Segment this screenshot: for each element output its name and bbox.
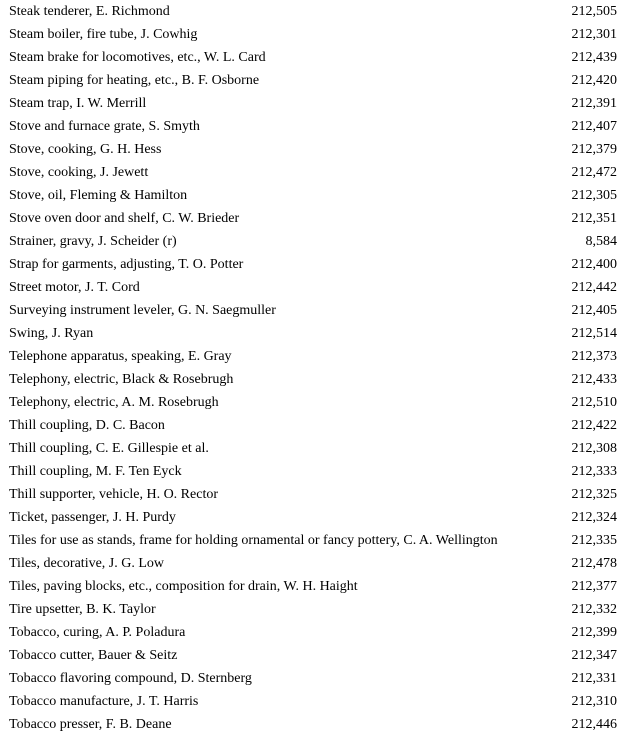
entry-description: Tobacco, curing, A. P. Poladura xyxy=(9,625,186,640)
entry-description: Tobacco presser, F. B. Deane xyxy=(9,717,172,732)
list-item xyxy=(0,713,623,736)
entry-number: 212,332 xyxy=(571,602,617,617)
list-item xyxy=(0,23,623,46)
list-item xyxy=(0,138,623,161)
list-item xyxy=(0,276,623,299)
list-item xyxy=(0,161,623,184)
entry-description: Tobacco manufacture, J. T. Harris xyxy=(9,694,199,709)
entry-description: Tire upsetter, B. K. Taylor xyxy=(9,602,156,617)
list-item xyxy=(0,621,623,644)
list-item xyxy=(0,115,623,138)
entry-number: 212,347 xyxy=(571,648,617,663)
entry-description: Tobacco cutter, Bauer & Seitz xyxy=(9,648,178,663)
entry-number: 8,584 xyxy=(585,234,617,249)
list-item xyxy=(0,644,623,667)
list-item xyxy=(0,483,623,506)
entry-description: Strainer, gravy, J. Scheider (r) xyxy=(9,234,177,249)
entry-description: Telephone apparatus, speaking, E. Gray xyxy=(9,349,232,364)
list-item xyxy=(0,299,623,322)
entry-number: 212,478 xyxy=(571,556,617,571)
entry-number: 212,331 xyxy=(571,671,617,686)
entry-number: 212,399 xyxy=(571,625,617,640)
list-item xyxy=(0,598,623,621)
list-item xyxy=(0,529,623,552)
entry-description: Tobacco flavoring compound, D. Sternberg xyxy=(9,671,252,686)
entry-description: Stove, cooking, G. H. Hess xyxy=(9,142,162,157)
entry-description: Stove, cooking, J. Jewett xyxy=(9,165,149,180)
entry-number: 212,472 xyxy=(571,165,617,180)
entry-number: 212,433 xyxy=(571,372,617,387)
entry-description: Telephony, electric, A. M. Rosebrugh xyxy=(9,395,219,410)
entry-number: 212,325 xyxy=(571,487,617,502)
list-item xyxy=(0,414,623,437)
list-item xyxy=(0,437,623,460)
list-item xyxy=(0,253,623,276)
entry-description: Thill coupling, C. E. Gillespie et al. xyxy=(9,441,209,456)
list-item xyxy=(0,506,623,529)
list-item xyxy=(0,667,623,690)
entry-number: 212,351 xyxy=(571,211,617,226)
list-item xyxy=(0,207,623,230)
entry-number: 212,391 xyxy=(571,96,617,111)
list-item xyxy=(0,345,623,368)
entry-description: Ticket, passenger, J. H. Purdy xyxy=(9,510,176,525)
list-item xyxy=(0,552,623,575)
list-item xyxy=(0,368,623,391)
list-item xyxy=(0,69,623,92)
entry-number: 212,420 xyxy=(571,73,617,88)
list-item xyxy=(0,46,623,69)
list-item xyxy=(0,0,623,23)
entry-number: 212,379 xyxy=(571,142,617,157)
entry-number: 212,324 xyxy=(571,510,617,525)
entry-description: Telephony, electric, Black & Rosebrugh xyxy=(9,372,234,387)
entry-number: 212,510 xyxy=(571,395,617,410)
entry-description: Thill coupling, M. F. Ten Eyck xyxy=(9,464,182,479)
entry-description: Stove, oil, Fleming & Hamilton xyxy=(9,188,188,203)
list-item xyxy=(0,690,623,713)
entry-number: 212,308 xyxy=(571,441,617,456)
list-item xyxy=(0,575,623,598)
entry-description: Stove oven door and shelf, C. W. Brieder xyxy=(9,211,240,226)
entry-number: 212,301 xyxy=(571,27,617,42)
entry-number: 212,422 xyxy=(571,418,617,433)
entry-description: Steam boiler, fire tube, J. Cowhig xyxy=(9,27,198,42)
entry-description: Tiles for use as stands, frame for holding ornamental or fancy pottery, C. A. Wellington xyxy=(9,533,498,548)
list-item xyxy=(0,322,623,345)
entry-description: Street motor, J. T. Cord xyxy=(9,280,140,295)
entry-number: 212,377 xyxy=(571,579,617,594)
entry-number: 212,405 xyxy=(571,303,617,318)
entry-description: Thill coupling, D. C. Bacon xyxy=(9,418,165,433)
entry-description: Strap for garments, adjusting, T. O. Potter xyxy=(9,257,244,272)
list-item xyxy=(0,460,623,483)
entry-number: 212,310 xyxy=(571,694,617,709)
list-item xyxy=(0,391,623,414)
entry-description: Steam piping for heating, etc., B. F. Osborne xyxy=(9,73,260,88)
entry-number: 212,439 xyxy=(571,50,617,65)
entry-number: 212,335 xyxy=(571,533,617,548)
entry-number: 212,407 xyxy=(571,119,617,134)
list-item xyxy=(0,230,623,253)
entry-description: Steam trap, I. W. Merrill xyxy=(9,96,147,111)
entry-description: Tiles, paving blocks, etc., composition for drain, W. H. Haight xyxy=(9,579,358,594)
entry-number: 212,514 xyxy=(571,326,617,341)
entry-description: Surveying instrument leveler, G. N. Saegmuller xyxy=(9,303,276,318)
entry-number: 212,373 xyxy=(571,349,617,364)
entry-number: 212,400 xyxy=(571,257,617,272)
entry-number: 212,333 xyxy=(571,464,617,479)
entry-description: Tiles, decorative, J. G. Low xyxy=(9,556,165,571)
entry-number: 212,505 xyxy=(571,4,617,19)
entry-number: 212,305 xyxy=(571,188,617,203)
entry-description: Stove and furnace grate, S. Smyth xyxy=(9,119,200,134)
entry-number: 212,442 xyxy=(571,280,617,295)
entry-description: Steam brake for locomotives, etc., W. L. Card xyxy=(9,50,266,65)
list-item xyxy=(0,92,623,115)
entry-description: Steak tenderer, E. Richmond xyxy=(9,4,170,19)
entry-number: 212,446 xyxy=(571,717,617,732)
entry-description: Swing, J. Ryan xyxy=(9,326,94,341)
entry-description: Thill supporter, vehicle, H. O. Rector xyxy=(9,487,218,502)
list-item xyxy=(0,184,623,207)
